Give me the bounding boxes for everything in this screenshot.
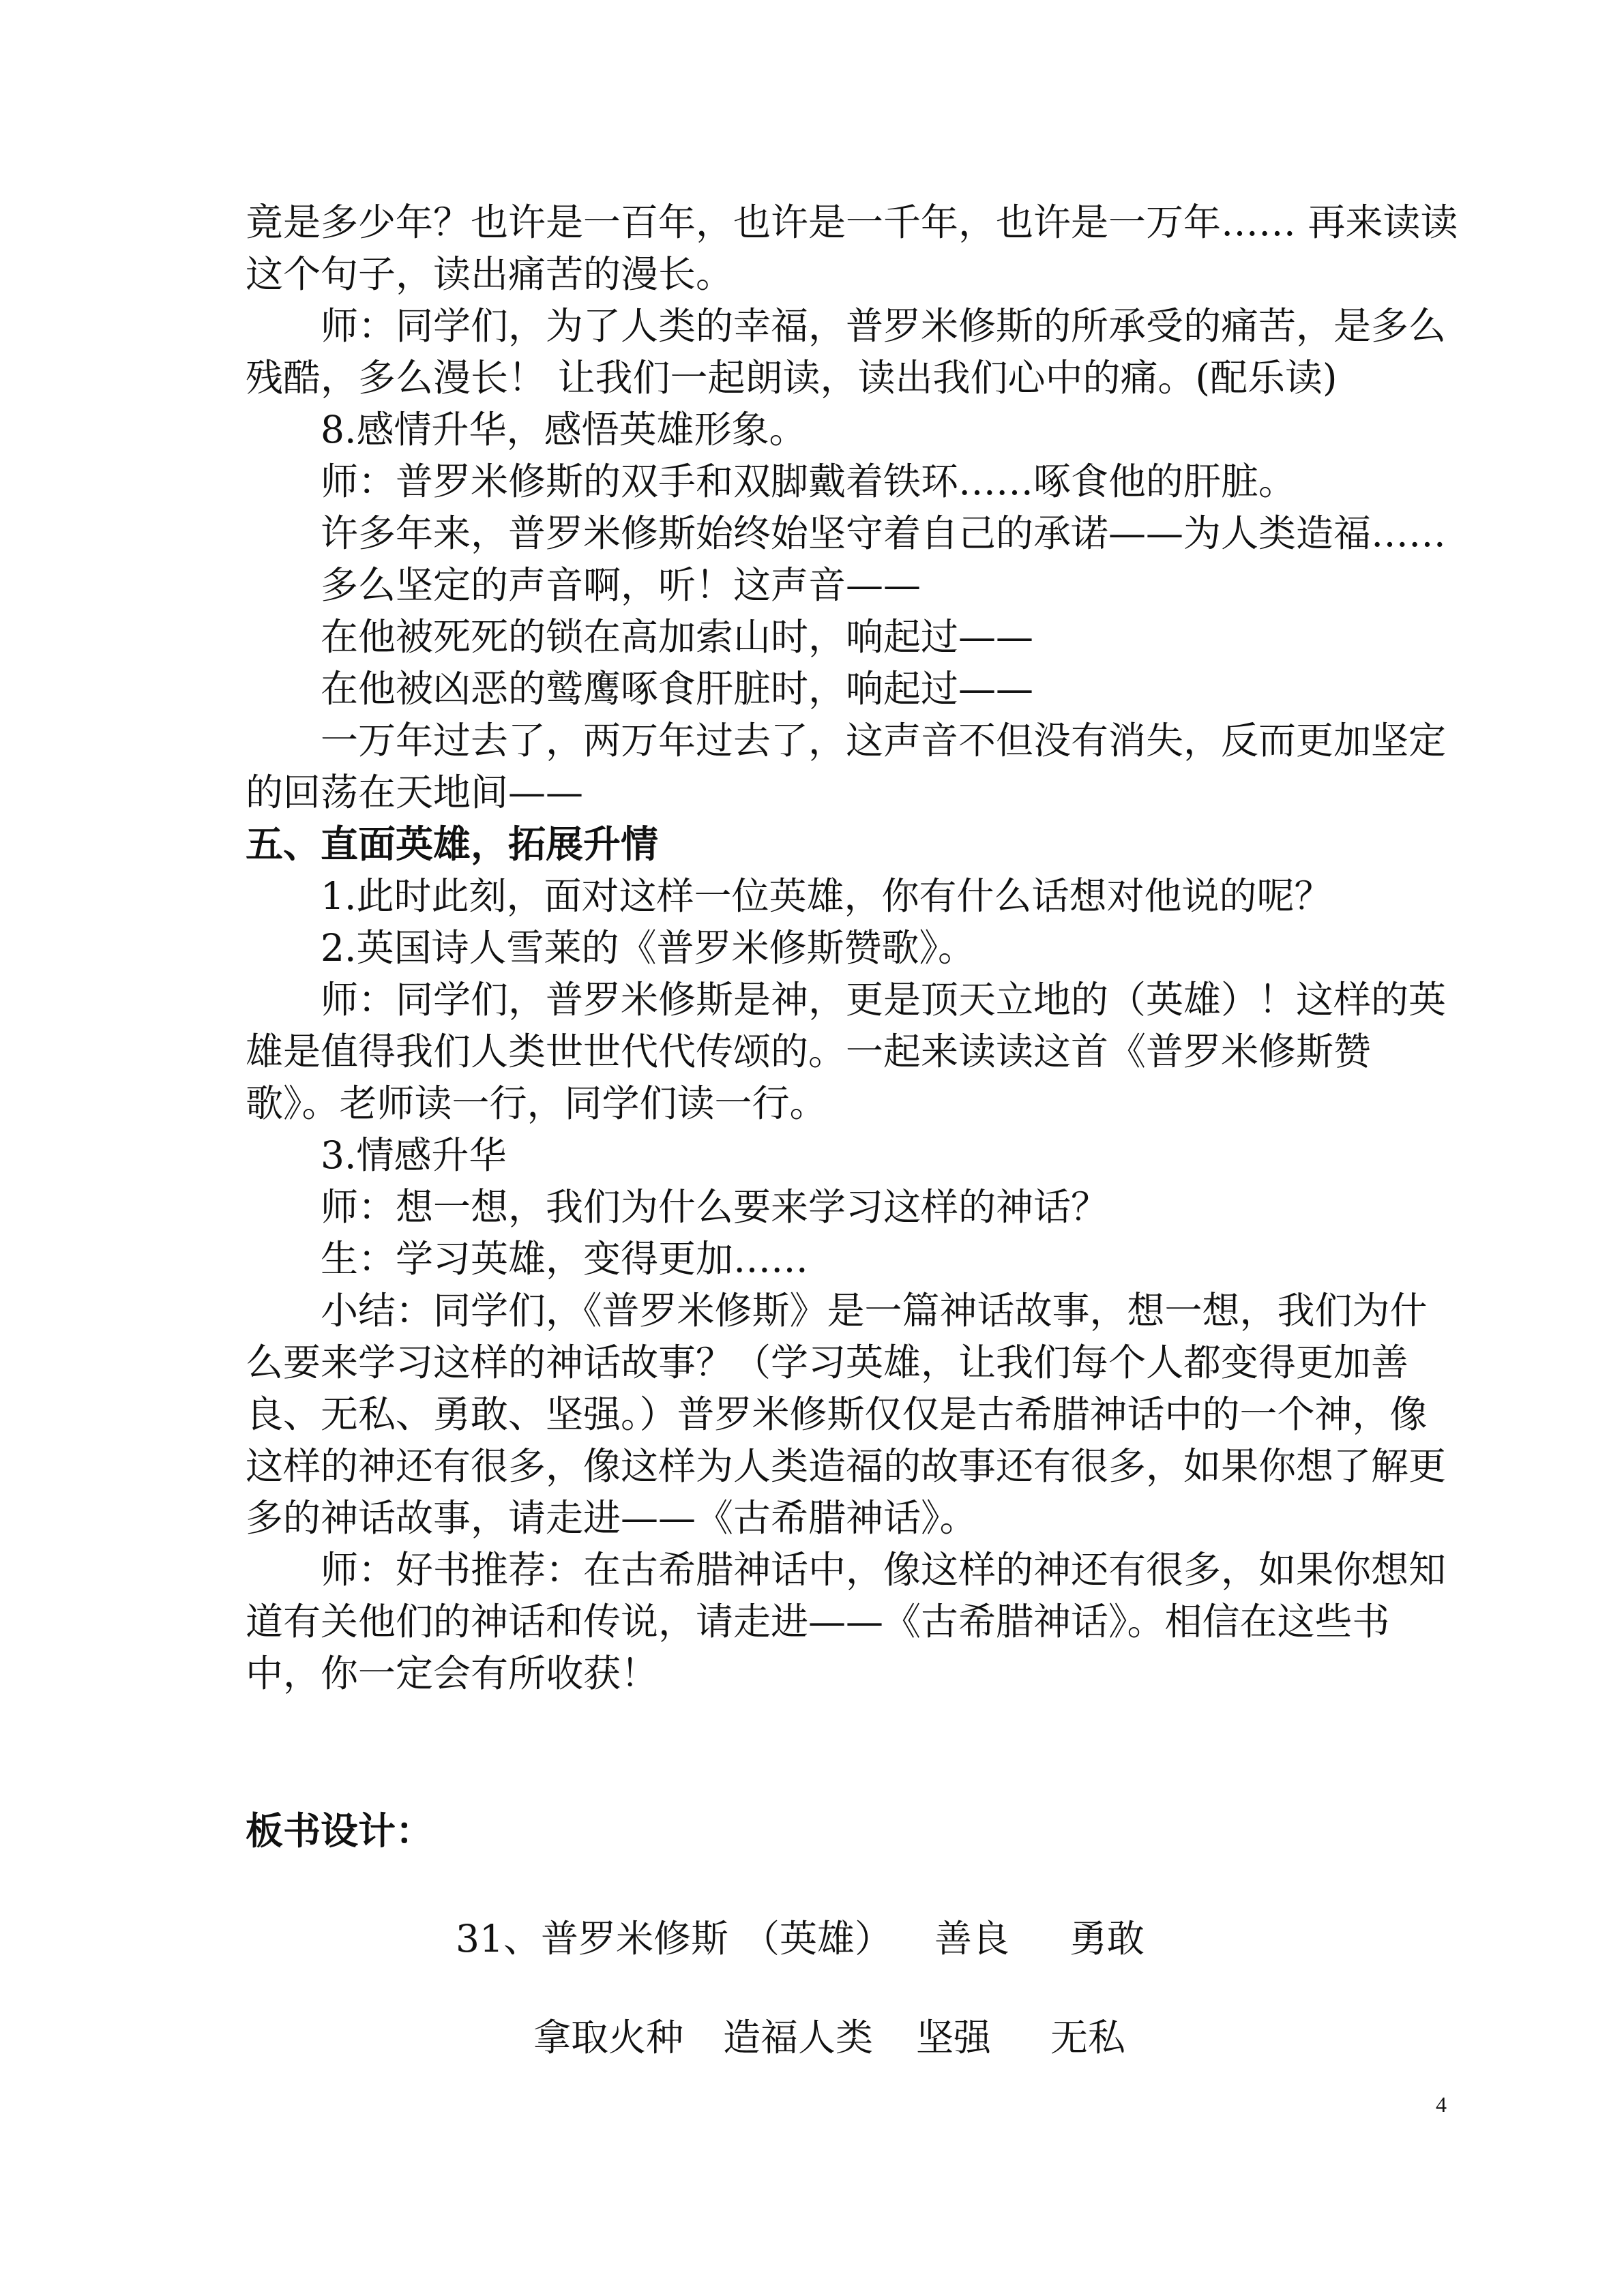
paragraph: 生：学习英雄，变得更加……: [321, 1237, 809, 1281]
paragraph: 在他被死死的锁在高加索山时，响起过——: [321, 615, 1034, 659]
board-lesson-title: 31、普罗米修斯: [456, 1917, 728, 1960]
paragraph: 竟是多少年？也许是一百年，也许是一千年，也许是一万年…… 再来读读这个句子，读出痛苦的漫长。: [246, 200, 1458, 296]
section-heading: 五、直面英雄，拓展升情: [246, 822, 659, 866]
board-word-selfless: 无私: [1050, 2016, 1126, 2059]
paragraph: 师：同学们，普罗米修斯是神，更是顶天立地的（英雄）！这样的英雄是值得我们人类世世代代传颂的。一起来读读这首《普罗米修斯赞歌》。老师读一行，同学们读一行。: [246, 978, 1447, 1125]
paragraph: 2.英国诗人雪莱的《普罗米修斯赞歌》。: [321, 926, 975, 970]
board-fire-label: 拿取火种: [533, 2016, 684, 2059]
board-word-kind: 善良: [934, 1917, 1010, 1960]
board-design-heading: 板书设计：: [246, 1808, 434, 1853]
paragraph: 8.感情升华，感悟英雄形象。: [321, 408, 807, 451]
paragraph: 师：普罗米修斯的双手和双脚戴着铁环……啄食他的肝脏。: [321, 460, 1297, 503]
page-number: 4: [1436, 2092, 1447, 2117]
paragraph: 小结：同学们，《普罗米修斯》是一篇神话故事，想一想，我们为什么要来学习这样的神话故事？（学习英雄，让我们每个人都变得更加善良、无私、勇敢、坚强。）普罗米修斯仅仅是古希腊神话中的一个神，像这样的神还有很多，像这样为人类造福的故事还有很多，如果你想了解更多的神话故事，请走进——《古希腊神话》。: [246, 1289, 1447, 1540]
paragraph: 1.此时此刻，面对这样一位英雄，你有什么话想对他说的呢？: [321, 874, 1332, 918]
paragraph: 师：好书推荐：在古希腊神话中，像这样的神还有很多，如果你想知道有关他们的神话和传说，请走进——《古希腊神话》。相信在这些书中，你一定会有所收获！: [246, 1548, 1447, 1695]
board-word-brave: 勇敢: [1069, 1917, 1145, 1960]
paragraph: 师：同学们，为了人类的幸福，普罗米修斯的所承受的痛苦，是多么残酷，多么漫长！ 让我们一起朗读，读出我们心中的痛。(配乐读): [246, 304, 1447, 400]
paragraph: 许多年来，普罗米修斯始终始坚守着自己的承诺——为人类造福……: [321, 511, 1447, 555]
paragraph: 在他被凶恶的鹫鹰啄食肝脏时，响起过——: [321, 667, 1034, 711]
board-benefit-label: 造福人类: [723, 2016, 874, 2059]
board-word-strong: 坚强: [916, 2016, 992, 2059]
paragraph: 3.情感升华: [321, 1133, 507, 1177]
body-text: [246, 196, 1460, 1699]
board-hero-label: （英雄）: [742, 1917, 893, 1960]
paragraph: 多么坚定的声音啊，听！这声音——: [321, 563, 921, 607]
paragraph: 一万年过去了，两万年过去了，这声音不但没有消失，反而更加坚定的回荡在天地间——: [246, 719, 1447, 814]
paragraph: 师：想一想，我们为什么要来学习这样的神话？: [321, 1185, 1109, 1229]
